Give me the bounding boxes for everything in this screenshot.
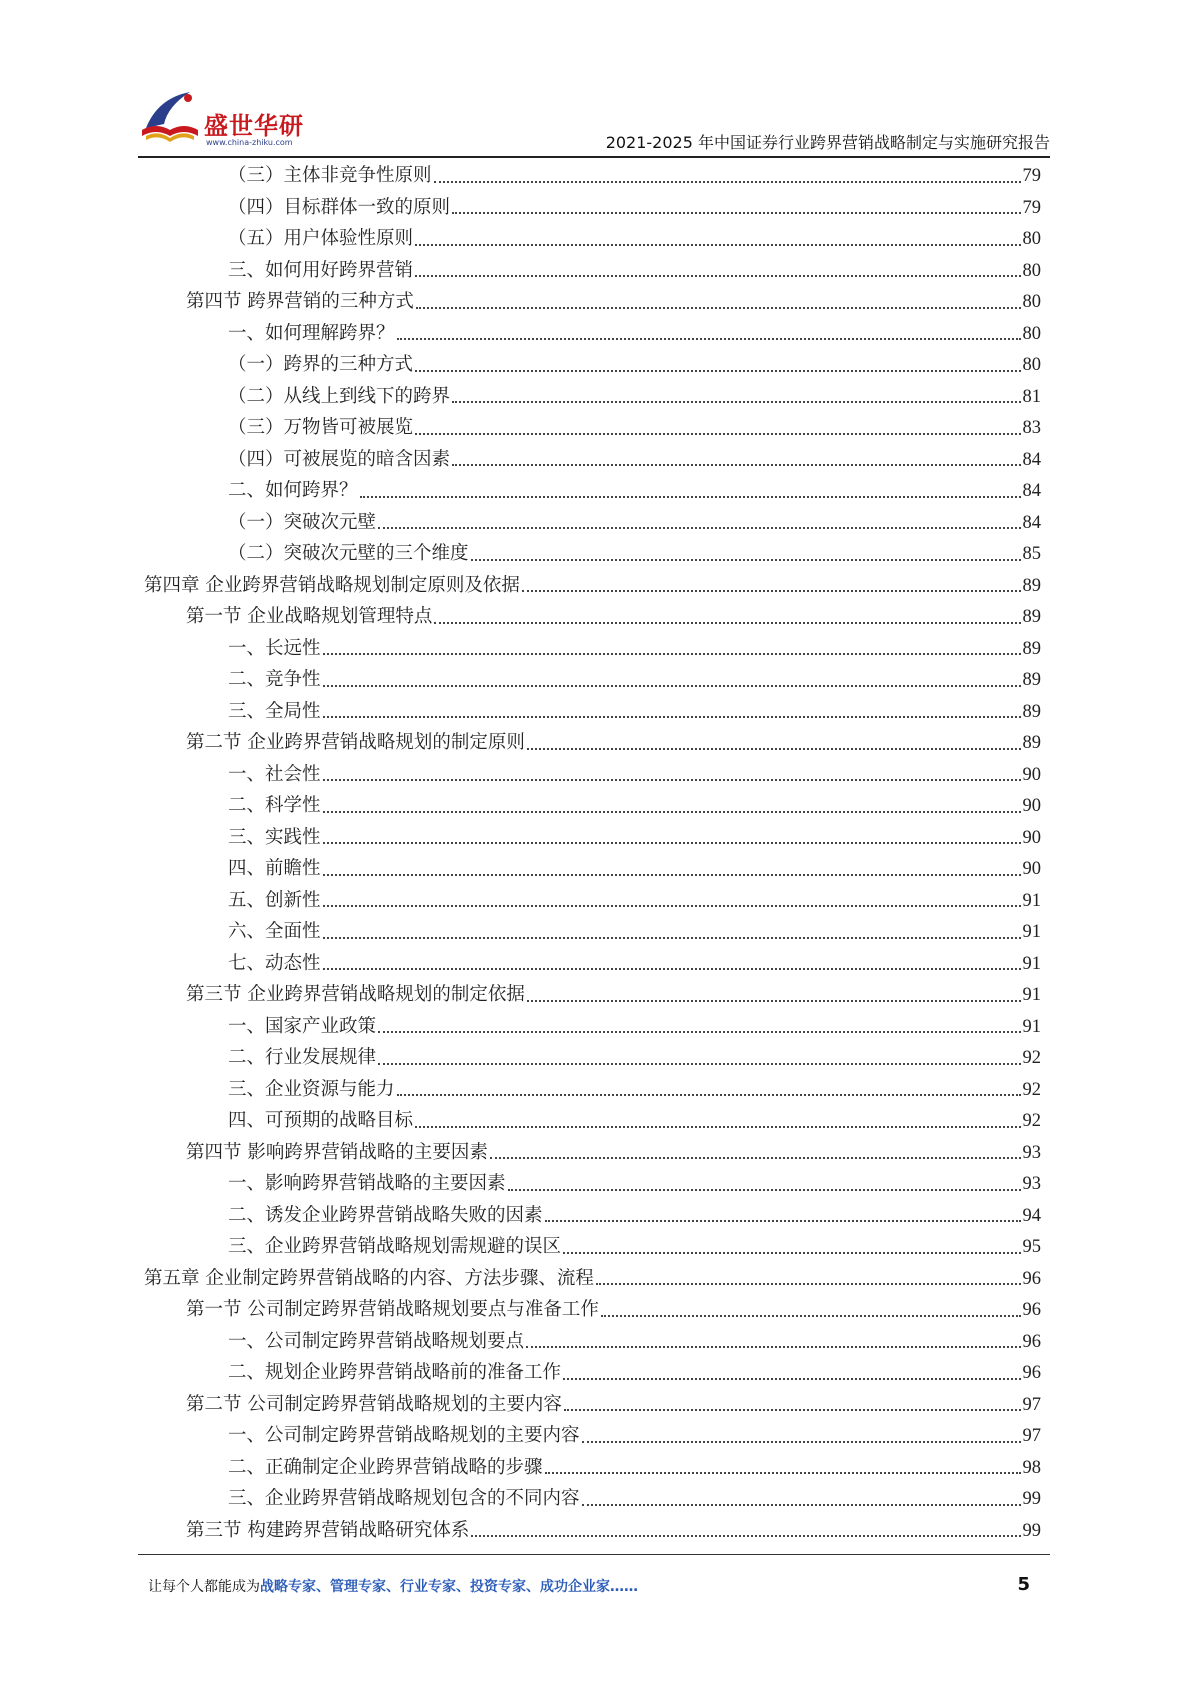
toc-entry[interactable] [144,790,1041,822]
toc-entry-label: 三、如何用好跨界营销 [228,259,414,281]
toc-entry-page: 84 [1022,512,1041,533]
toc-entry[interactable] [144,1137,1041,1169]
toc-entry-label: （一）跨界的三种方式 [228,354,414,375]
toc-leader-dots [452,401,1020,403]
toc-entry-page: 89 [1022,733,1041,753]
toc-entry-page: 80 [1022,229,1041,249]
toc-leader-dots [490,1157,1021,1159]
toc-entry[interactable] [144,318,1041,350]
toc-entry-page: 99 [1022,1520,1041,1541]
toc-leader-dots [323,874,1021,876]
toc-entry-label: 三、全局性 [228,700,321,722]
toc-leader-dots [452,212,1020,214]
toc-leader-dots [601,1315,1021,1317]
toc-entry-label: 二、诱发企业跨界营销战略失败的因素 [228,1204,543,1226]
toc-entry[interactable] [144,223,1041,255]
toc-entry[interactable] [144,1326,1041,1358]
toc-entry-label: （四）目标群体一致的原则 [228,196,451,218]
toc-entry-page: 90 [1022,764,1041,785]
toc-entry-page: 80 [1022,260,1041,281]
toc-leader-dots [323,968,1021,970]
toc-entry-label: （二）从线上到线下的跨界 [228,385,451,407]
toc-entry[interactable] [144,1042,1041,1074]
toc-leader-dots [434,622,1020,624]
toc-entry-label: 三、企业资源与能力 [228,1078,395,1100]
toc-entry-page: 90 [1022,796,1041,816]
toc-entry-label: 一、公司制定跨界营销战略规划的主要内容 [228,1425,580,1446]
toc-entry-page: 89 [1022,638,1041,659]
footer-slogan-prefix: 让每个人都能成为 [148,1579,260,1595]
toc-entry-label: 一、公司制定跨界营销战略规划要点 [228,1330,525,1352]
toc-entry-label: 二、规划企业跨界营销战略前的准备工作 [228,1362,562,1383]
footer-slogan-highlight: 战略专家、管理专家、行业专家、投资专家、成功企业家…… [260,1579,638,1595]
toc-entry[interactable] [144,759,1041,791]
toc-entry[interactable] [144,979,1041,1011]
page-footer [148,1576,1030,1600]
toc-entry-page: 89 [1022,575,1041,596]
toc-entry[interactable] [144,1011,1041,1043]
toc-entry[interactable] [144,1515,1041,1547]
toc-entry-page: 91 [1022,985,1041,1005]
toc-entry-label: 一、影响跨界营销战略的主要因素 [228,1173,506,1194]
toc-entry[interactable] [144,1389,1041,1421]
toc-entry[interactable] [144,1105,1041,1137]
toc-entry-label: （三）万物皆可被展览 [228,417,414,438]
toc-entry[interactable] [144,1263,1041,1295]
toc-leader-dots [378,1063,1020,1065]
toc-entry-label: 二、竞争性 [228,669,321,690]
toc-leader-dots [415,244,1020,246]
toc-entry-page: 79 [1022,197,1041,218]
toc-entry[interactable] [144,1483,1041,1515]
toc-leader-dots [522,590,1021,592]
toc-leader-dots [596,1283,1021,1285]
toc-entry-label: 三、企业跨界营销战略规划包含的不同内容 [228,1488,580,1509]
toc-entry-page: 92 [1022,1111,1041,1131]
toc-leader-dots [563,1378,1020,1380]
toc-entry-label: 第四节 影响跨界营销战略的主要因素 [186,1141,488,1163]
toc-entry-label: 三、实践性 [228,826,321,848]
toc-entry-page: 96 [1022,1268,1041,1289]
toc-entry[interactable] [144,1231,1041,1263]
toc-entry-label: 四、前瞻性 [228,858,321,879]
toc-entry[interactable] [144,1357,1041,1389]
toc-entry-page: 96 [1022,1300,1041,1320]
toc-entry[interactable] [144,507,1041,539]
toc-leader-dots [527,748,1021,750]
toc-entry-page: 97 [1022,1394,1041,1415]
toc-entry-label: （三）主体非竞争性原则 [228,165,432,186]
toc-entry-label: 第三节 构建跨界营销战略研究体系 [186,1519,470,1541]
toc-entry-label: 一、长远性 [228,637,321,659]
footer-slogan [148,1576,638,1596]
toc-entry-page: 91 [1022,922,1041,942]
toc-entry-page: 95 [1022,1237,1041,1257]
toc-entry[interactable] [144,1200,1041,1232]
toc-entry-page: 96 [1022,1331,1041,1352]
toc-entry[interactable] [144,160,1041,192]
toc-leader-dots [545,1220,1021,1222]
toc-entry[interactable] [144,853,1041,885]
toc-entry-label: （四）可被展览的暗含因素 [228,448,451,470]
toc-entry[interactable] [144,948,1041,980]
toc-leader-dots [378,527,1020,529]
logo-text: 盛世华研 [204,112,304,140]
toc-leader-dots [526,1346,1020,1348]
toc-entry-page: 91 [1022,1016,1041,1037]
header-divider [138,156,1050,158]
toc-entry-page: 99 [1022,1489,1041,1509]
toc-leader-dots [582,1441,1021,1443]
toc-entry[interactable] [144,916,1041,948]
toc-leader-dots [434,181,1021,183]
toc-entry[interactable] [144,1294,1041,1326]
toc-entry-page: 79 [1022,166,1041,186]
toc-leader-dots [582,1504,1021,1506]
toc-leader-dots [323,779,1021,781]
toc-entry-page: 89 [1022,701,1041,722]
toc-entry-page: 94 [1022,1205,1041,1226]
toc-entry[interactable] [144,192,1041,224]
toc-leader-dots [323,937,1021,939]
toc-entry[interactable] [144,255,1041,287]
toc-entry-label: 第五章 企业制定跨界营销战略的内容、方法步骤、流程 [144,1267,594,1289]
toc-entry-label: 第四节 跨界营销的三种方式 [186,291,414,312]
toc-entry-page: 96 [1022,1363,1041,1383]
toc-entry-page: 81 [1022,386,1041,407]
toc-entry-page: 98 [1022,1457,1041,1478]
toc-leader-dots [416,307,1021,309]
toc-entry[interactable] [144,286,1041,318]
toc-leader-dots [452,464,1020,466]
toc-entry-label: 一、社会性 [228,763,321,785]
page-header [138,78,1050,158]
toc-entry-label: （一）突破次元壁 [228,511,377,533]
toc-entry-label: 第四章 企业跨界营销战略规划制定原则及依据 [144,574,520,596]
logo-url: www.china-zhiku.com [206,138,293,147]
toc-entry-page: 97 [1022,1426,1041,1446]
toc-entry-page: 91 [1022,953,1041,974]
toc-entry[interactable] [144,664,1041,696]
toc-leader-dots [323,811,1021,813]
toc-leader-dots [323,905,1021,907]
toc-entry-page: 90 [1022,827,1041,848]
toc-leader-dots [564,1409,1021,1411]
toc-entry-label: 一、国家产业政策 [228,1015,377,1037]
toc-entry[interactable] [144,696,1041,728]
toc-entry-label: 第一节 公司制定跨界营销战略规划要点与准备工作 [186,1299,599,1320]
toc-entry-label: 第三节 企业跨界营销战略规划的制定依据 [186,984,525,1005]
toc-entry-page: 85 [1022,544,1041,564]
toc-entry[interactable] [144,538,1041,570]
toc-entry-page: 80 [1022,355,1041,375]
toc-entry[interactable] [144,475,1041,507]
toc-entry-label: 四、可预期的战略目标 [228,1110,414,1131]
footer-divider [138,1554,1050,1555]
toc-leader-dots [415,1126,1020,1128]
toc-leader-dots [471,1535,1020,1537]
toc-entry[interactable] [144,601,1041,633]
toc-entry-label: （五）用户体验性原则 [228,228,414,249]
toc-entry[interactable] [144,444,1041,476]
toc-leader-dots [415,275,1020,277]
report-title: 2021-2025 年中国证券行业跨界营销战略制定与实施研究报告 [605,133,1050,152]
toc-leader-dots [527,1000,1021,1002]
toc-entry-page: 84 [1022,481,1041,501]
toc-entry[interactable] [144,727,1041,759]
toc-entry-page: 92 [1022,1048,1041,1068]
toc-leader-dots [545,1472,1021,1474]
toc-entry-label: 一、如何理解跨界？ [228,322,395,344]
toc-entry-label: 五、创新性 [228,889,321,911]
toc-leader-dots [508,1189,1021,1191]
toc-entry[interactable] [144,1452,1041,1484]
toc-leader-dots [471,559,1021,561]
toc-leader-dots [563,1252,1020,1254]
toc-entry-page: 80 [1022,292,1041,312]
toc-entry-page: 83 [1022,418,1041,438]
toc-entry-page: 89 [1022,607,1041,627]
toc-entry[interactable] [144,885,1041,917]
toc-entry-label: 二、正确制定企业跨界营销战略的步骤 [228,1456,543,1478]
toc-entry[interactable] [144,1420,1041,1452]
toc-leader-dots [323,716,1021,718]
toc-entry-page: 90 [1022,859,1041,879]
toc-leader-dots [397,1094,1021,1096]
toc-entry-label: 第二节 企业跨界营销战略规划的制定原则 [186,732,525,753]
toc-entry-label: 二、行业发展规律 [228,1047,377,1068]
toc-entry-page: 92 [1022,1079,1041,1100]
toc-entry[interactable] [144,1074,1041,1106]
toc-entry-label: 二、科学性 [228,795,321,816]
toc-entry-page: 80 [1022,323,1041,344]
toc-leader-dots [378,1031,1020,1033]
toc-entry-label: 二、如何跨界？ [228,480,358,501]
toc-leader-dots [360,496,1021,498]
toc-entry[interactable] [144,381,1041,413]
toc-entry-label: 三、企业跨界营销战略规划需规避的误区 [228,1236,562,1257]
toc-entry-page: 89 [1022,670,1041,690]
toc-entry[interactable] [144,1168,1041,1200]
toc-entry-label: （二）突破次元壁的三个维度 [228,543,469,564]
toc-leader-dots [323,842,1021,844]
toc-entry-label: 第一节 企业战略规划管理特点 [186,606,433,627]
toc-entry-page: 91 [1022,890,1041,911]
toc-entry-page: 93 [1022,1142,1041,1163]
logo-book-icon [138,84,208,146]
toc-entry[interactable] [144,349,1041,381]
toc-entry[interactable] [144,570,1041,602]
toc-entry-label: 六、全面性 [228,921,321,942]
toc-leader-dots [415,433,1020,435]
toc-leader-dots [323,685,1021,687]
table-of-contents [144,160,1041,1546]
toc-entry[interactable] [144,633,1041,665]
toc-entry[interactable] [144,822,1041,854]
toc-entry-page: 84 [1022,449,1041,470]
toc-entry-label: 七、动态性 [228,952,321,974]
toc-leader-dots [415,370,1020,372]
page-number: 5 [1017,1574,1030,1595]
toc-leader-dots [397,338,1021,340]
toc-entry-page: 93 [1022,1174,1041,1194]
company-logo [138,84,308,148]
toc-entry[interactable] [144,412,1041,444]
toc-entry-label: 第二节 公司制定跨界营销战略规划的主要内容 [186,1393,562,1415]
toc-leader-dots [323,653,1021,655]
